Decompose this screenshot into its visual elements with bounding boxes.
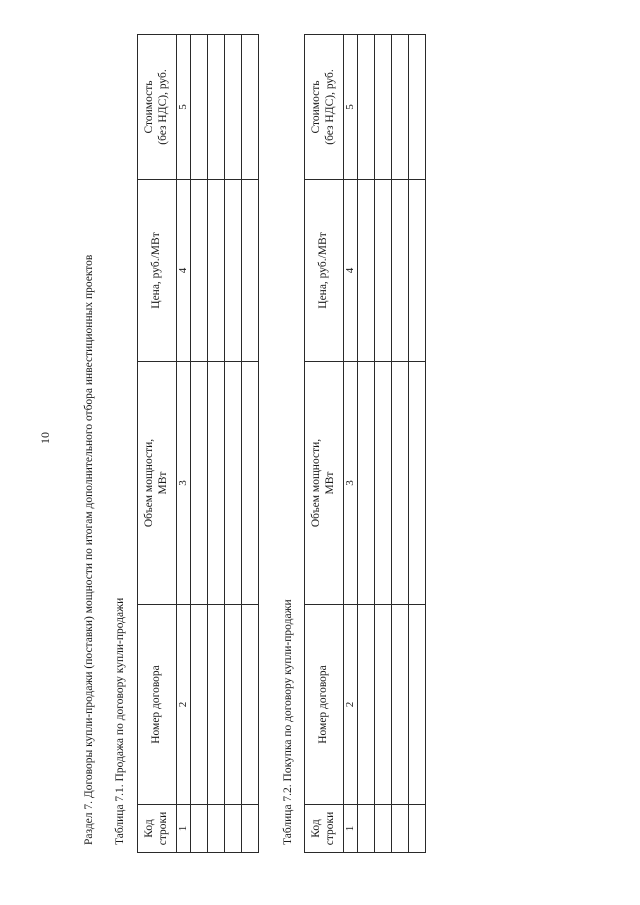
- table-cell: [225, 605, 242, 805]
- table-cell: [375, 35, 392, 180]
- table-row: [191, 35, 208, 853]
- table-7-1-caption: Таблица 7.1. Продажа по договору купли-продажи: [114, 597, 126, 845]
- section-title: Раздел 7. Договоры купли-продажи (поставки) мощности по итогам дополнительного отбора инвестиционных проектов: [83, 254, 95, 845]
- table-cell: [191, 362, 208, 605]
- header-capacity-volume: Объем мощности, МВт: [138, 362, 177, 605]
- header-contract-number: Номер договора: [138, 605, 177, 805]
- table-7-1: [137, 34, 259, 853]
- table-cell: [375, 180, 392, 362]
- table-cell: [191, 180, 208, 362]
- table-cell: [358, 35, 375, 180]
- table-cell: [392, 362, 409, 605]
- table-cell: [242, 605, 259, 805]
- table-cell: [409, 180, 426, 362]
- header-contract-number: Номер договора: [305, 605, 344, 805]
- table-cell: [409, 362, 426, 605]
- table-cell: [242, 180, 259, 362]
- header-cost: Стоимость (без НДС), руб.: [138, 35, 177, 180]
- table-7-2: [304, 34, 426, 853]
- column-number: 3: [177, 362, 191, 605]
- table-cell: [208, 35, 225, 180]
- table-header-row: [138, 35, 177, 853]
- table-7-2-caption: Таблица 7.2. Покупка по договору купли-продажи: [282, 599, 294, 845]
- table-cell: [358, 180, 375, 362]
- table-row: [358, 35, 375, 853]
- table-cell: [375, 362, 392, 605]
- table-cell: [225, 362, 242, 605]
- table-cell: [208, 362, 225, 605]
- column-number: 2: [344, 605, 358, 805]
- table-row: [208, 35, 225, 853]
- header-price: Цена, руб./МВт: [305, 180, 344, 362]
- table-cell: [191, 805, 208, 853]
- table-cell: [242, 35, 259, 180]
- table-cell: [358, 362, 375, 605]
- table-cell: [242, 805, 259, 853]
- table-cell: [392, 805, 409, 853]
- table-cell: [208, 605, 225, 805]
- table-cell: [392, 605, 409, 805]
- header-cost: Стоимость (без НДС), руб.: [305, 35, 344, 180]
- column-number-row: [177, 35, 191, 853]
- column-number: 1: [344, 805, 358, 853]
- column-number: 1: [177, 805, 191, 853]
- table-cell: [409, 35, 426, 180]
- table-cell: [225, 180, 242, 362]
- column-number: 2: [177, 605, 191, 805]
- table-cell: [375, 805, 392, 853]
- header-capacity-volume: Объем мощности, МВт: [305, 362, 344, 605]
- column-number: 4: [344, 180, 358, 362]
- table-cell: [375, 605, 392, 805]
- table-cell: [191, 35, 208, 180]
- page-number: 10: [38, 432, 52, 444]
- table-cell: [358, 605, 375, 805]
- header-row-code: Код строки: [138, 805, 177, 853]
- table-cell: [208, 180, 225, 362]
- column-number: 5: [344, 35, 358, 180]
- table-row: [409, 35, 426, 853]
- table-cell: [225, 805, 242, 853]
- table-row: [225, 35, 242, 853]
- table-cell: [392, 35, 409, 180]
- table-cell: [392, 180, 409, 362]
- table-row: [242, 35, 259, 853]
- table-cell: [225, 35, 242, 180]
- table-cell: [358, 805, 375, 853]
- column-number: 5: [177, 35, 191, 180]
- table-cell: [208, 805, 225, 853]
- table-cell: [191, 605, 208, 805]
- table-cell: [409, 805, 426, 853]
- table-row: [392, 35, 409, 853]
- table-row: [375, 35, 392, 853]
- table-cell: [242, 362, 259, 605]
- table-cell: [409, 605, 426, 805]
- column-number: 4: [177, 180, 191, 362]
- header-row-code: Код строки: [305, 805, 344, 853]
- header-price: Цена, руб./МВт: [138, 180, 177, 362]
- column-number: 3: [344, 362, 358, 605]
- table-header-row: [305, 35, 344, 853]
- column-number-row: [344, 35, 358, 853]
